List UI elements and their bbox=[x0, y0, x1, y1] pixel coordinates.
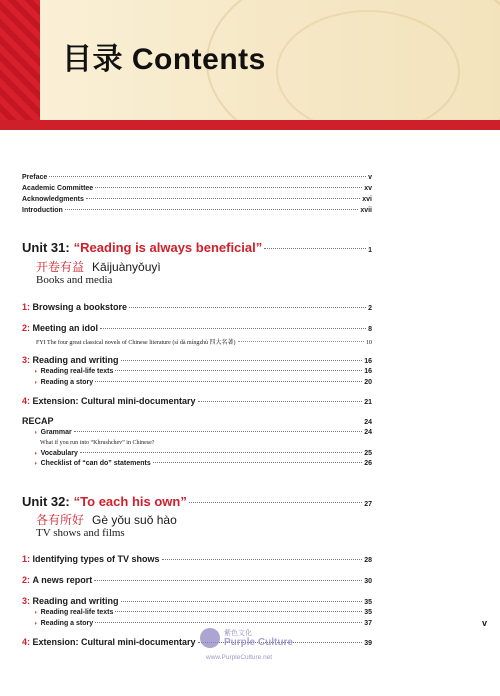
bullet-icon: ◗ bbox=[34, 610, 38, 616]
purple-culture-logo-icon bbox=[200, 628, 220, 648]
toc-entry-academic-committee[interactable]: Academic Committee xv bbox=[22, 185, 372, 192]
toc-unit-31[interactable]: Unit 31: “Reading is always beneficial” 1 bbox=[22, 240, 372, 255]
toc-subsection[interactable]: ◗ Reading a story 20 bbox=[34, 379, 372, 386]
toc-section[interactable]: 2: A news report 30 bbox=[22, 575, 372, 585]
toc-subsection[interactable]: ◗ Reading real-life texts 16 bbox=[34, 368, 372, 375]
toc-section[interactable]: 4: Extension: Cultural mini-documentary 21 bbox=[22, 396, 372, 406]
toc-section[interactable]: 1: Browsing a bookstore 2 bbox=[22, 302, 372, 312]
unit-32-chinese-title: 各有所好 Gè yǒu suǒ hào bbox=[36, 513, 177, 527]
unit-31-topic: Books and media bbox=[36, 274, 113, 286]
toc-recap[interactable]: RECAP 24 bbox=[22, 416, 372, 426]
toc-subsection[interactable]: ◗ Grammar 24 bbox=[34, 429, 372, 436]
toc-subsection[interactable]: ◗ Checklist of “can do” statements 26 bbox=[34, 460, 372, 467]
bullet-icon: ◗ bbox=[34, 621, 38, 627]
toc-entry-introduction[interactable]: Introduction xvii bbox=[22, 207, 372, 214]
bullet-icon: ◗ bbox=[34, 451, 38, 457]
red-pattern-strip bbox=[0, 0, 40, 120]
toc-subsection[interactable]: ◗ Reading a story 37 bbox=[34, 620, 372, 627]
bullet-icon: ◗ bbox=[34, 430, 38, 436]
toc-unit-32[interactable]: Unit 32: “To each his own” 27 bbox=[22, 494, 372, 509]
toc-subsection[interactable]: ◗ Reading real-life texts 35 bbox=[34, 609, 372, 616]
unit-31-chinese-title: 开卷有益 Kāijuànyǒuyì bbox=[36, 260, 161, 274]
header-red-bar bbox=[0, 120, 500, 130]
bullet-icon: ◗ bbox=[34, 380, 38, 386]
toc-section[interactable]: 2: Meeting an idol 8 bbox=[22, 323, 372, 333]
bullet-icon: ◗ bbox=[34, 369, 38, 375]
toc-section[interactable]: 3: Reading and writing 35 bbox=[22, 596, 372, 606]
toc-entry-acknowledgments[interactable]: Acknowledgments xvi bbox=[22, 196, 372, 203]
page-number: v bbox=[482, 618, 488, 628]
toc-section[interactable]: 3: Reading and writing 16 bbox=[22, 355, 372, 365]
bullet-icon: ◗ bbox=[34, 461, 38, 467]
grammar-note: What if you run into “Khrushchev” in Chinese? bbox=[40, 440, 155, 446]
header-banner bbox=[0, 0, 500, 120]
page-title: 目录 Contents bbox=[62, 43, 266, 76]
toc-fyi-entry[interactable]: FYI The four great classical novels of Chinese literature (sì dà míngzhù 四大名著) 10 bbox=[36, 340, 372, 346]
watermark-logo: 紫色文化 Purple Culture www.PurpleCulture.net bbox=[200, 626, 310, 666]
unit-32-topic: TV shows and films bbox=[36, 527, 125, 539]
toc-subsection[interactable]: ◗ Vocabulary 25 bbox=[34, 450, 372, 457]
toc-section[interactable]: 4: Extension: Cultural mini-documentary 39 bbox=[22, 637, 372, 647]
toc-section[interactable]: 1: Identifying types of TV shows 28 bbox=[22, 554, 372, 564]
toc-entry-preface[interactable]: Preface v bbox=[22, 174, 372, 181]
